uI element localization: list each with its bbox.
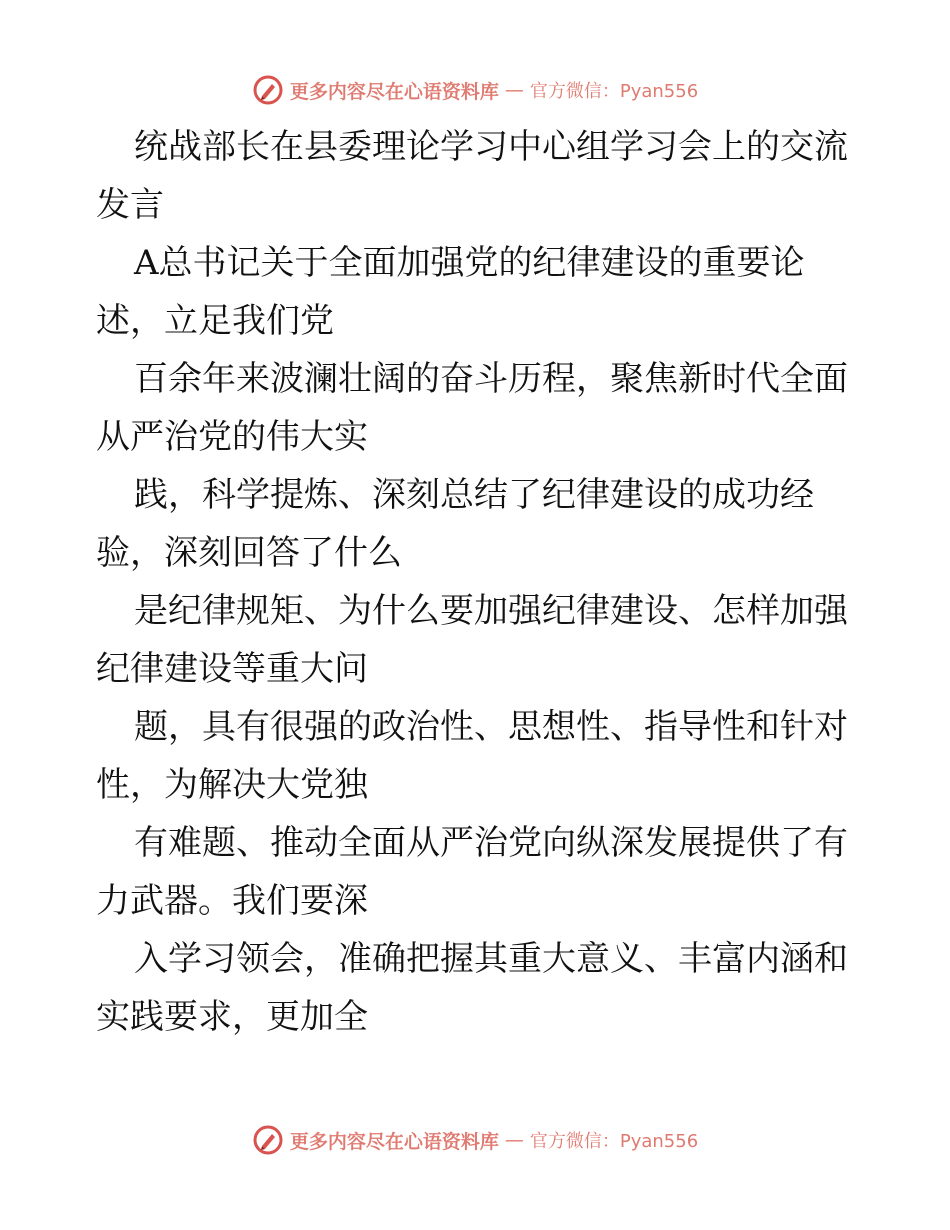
header-dash: — xyxy=(504,79,524,101)
footer-wechat-text: 官方微信：Pyan556 xyxy=(529,1131,699,1152)
header-wechat-text: 官方微信：Pyan556 xyxy=(529,81,699,102)
footer-banner xyxy=(0,1120,950,1160)
footer-dash: — xyxy=(504,1129,524,1151)
document-body xyxy=(96,118,856,1046)
paragraph-1: A总书记关于全面加强党的纪律建设的重要论述，立足我们党 xyxy=(96,243,805,341)
paragraph-4: 是纪律规矩、为什么要加强纪律建设、怎样加强纪律建设等重大问 xyxy=(96,591,848,689)
footer-site-text: 更多内容尽在心语资料库 xyxy=(289,1130,499,1153)
paragraph-6: 有难题、推动全面从严治党向纵深发展提供了有力武器。我们要深 xyxy=(96,823,848,921)
paragraph-7: 入学习领会，准确把握其重大意义、丰富内涵和实践要求，更加全 xyxy=(96,939,848,1037)
header-banner xyxy=(0,70,950,110)
pen-logo-icon xyxy=(252,74,284,106)
paragraph-5: 题，具有很强的政治性、思想性、指导性和针对性，为解决大党独 xyxy=(96,707,848,805)
header-site-text: 更多内容尽在心语资料库 xyxy=(289,80,499,103)
document-title: 统战部长在县委理论学习中心组学习会上的交流发言 xyxy=(96,127,848,225)
pen-logo-icon xyxy=(252,1124,284,1156)
paragraph-3: 践，科学提炼、深刻总结了纪律建设的成功经验，深刻回答了什么 xyxy=(96,475,814,573)
paragraph-2: 百余年来波澜壮阔的奋斗历程，聚焦新时代全面从严治党的伟大实 xyxy=(96,359,848,457)
